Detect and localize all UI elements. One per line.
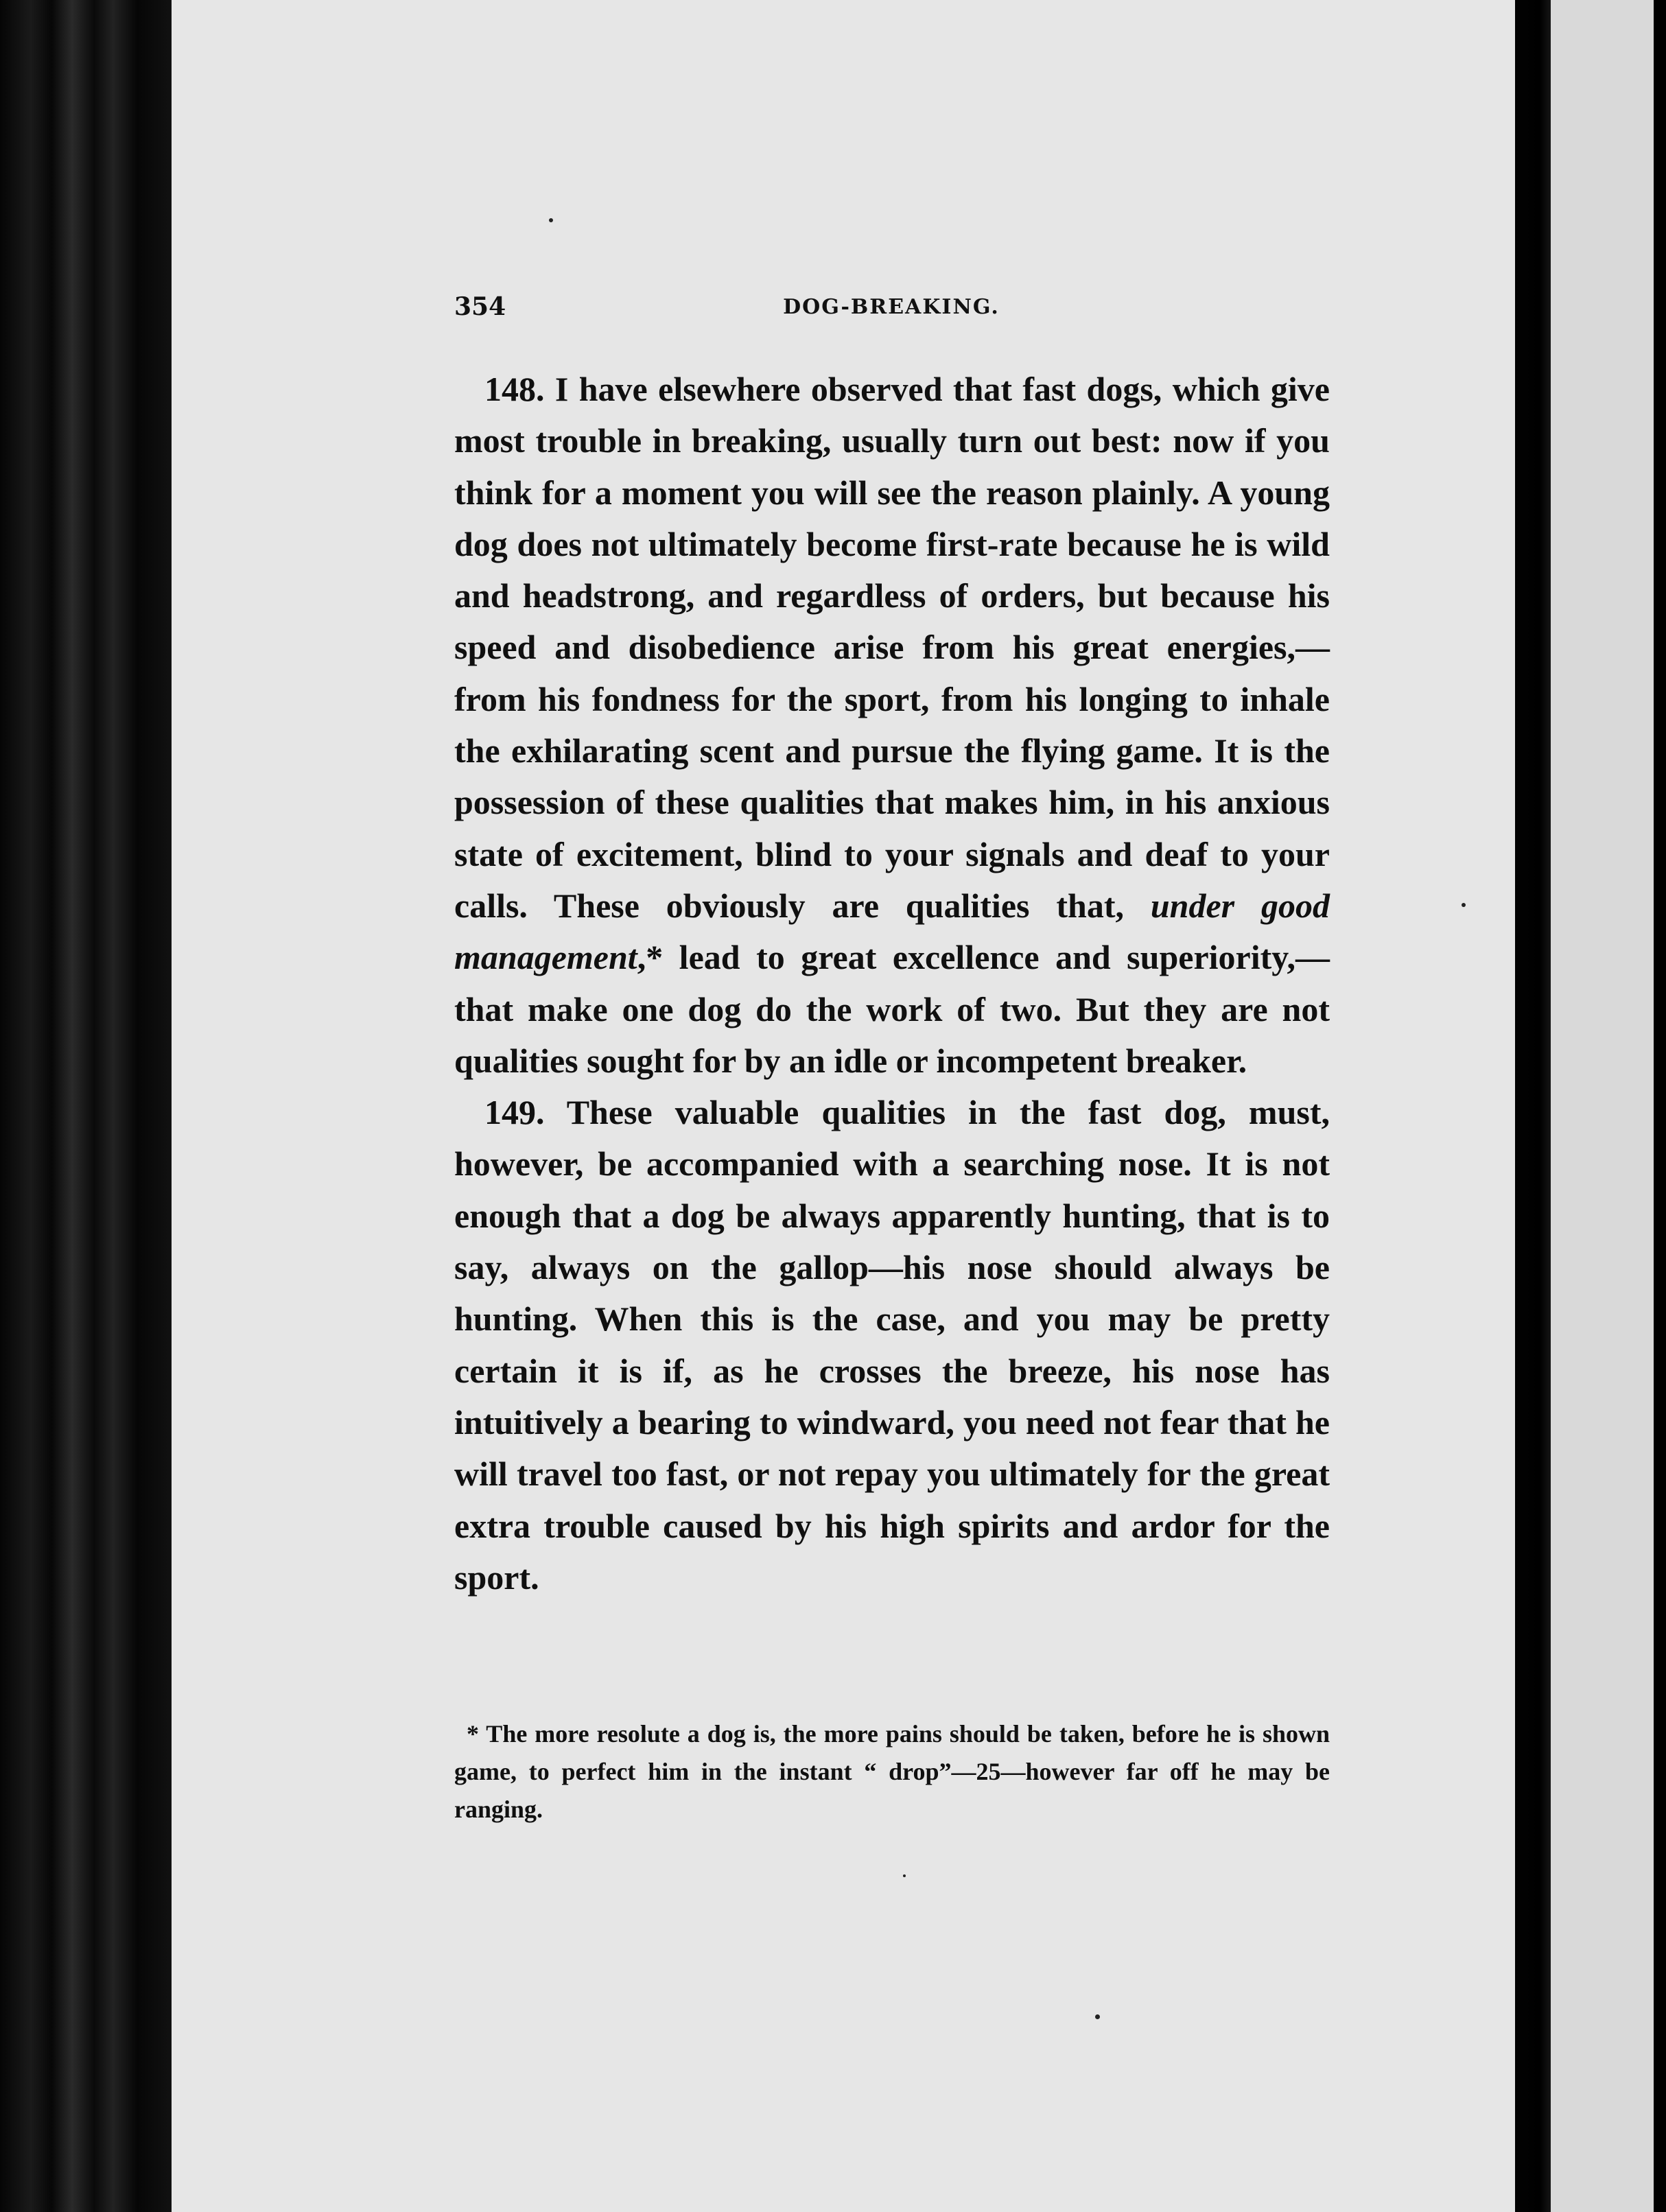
running-title: DOG-BREAKING. <box>783 295 1000 319</box>
scan-border <box>1654 0 1666 2212</box>
footnote-marker: ,* <box>637 938 664 977</box>
adjacent-page-edge <box>1551 0 1654 2212</box>
emphasis-text: under good management <box>454 886 1330 977</box>
paragraph-149: 149. These valuable qualities in the fast dog, must, however, be accompanied with a searching nose. It is not enough that a dog be always apparently hunting, that is to say, always on the gallop—his nose should always be hunting. When this is the case, and you may be pretty certain it is if, as he crosses the breeze, his nose has intuitively a bearing to windward, you need not fear that he will travel too fast, or not repay you ultimately for the great extra trouble caused by his high spirits and ardor for the sport. <box>454 1093 1330 1597</box>
scan-speck <box>903 1874 906 1877</box>
scan-speck <box>1462 903 1466 907</box>
paragraph-148-text-end: lead to great excellence and superiority,—that make one dog do the work of two. But they are not qualities sought for by an idle or incompetent breaker. <box>454 938 1330 1080</box>
page-gutter <box>1515 0 1551 2212</box>
body-text <box>454 364 1330 1603</box>
book-edge-left <box>0 0 172 2212</box>
scan-speck <box>549 218 553 222</box>
footnote-text: * The more resolute a dog is, the more pains should be taken, before he is shown game, to perfect him in the instant “ drop”—25—however far off he may be ranging. <box>454 1720 1330 1823</box>
paragraph-148 <box>454 364 1330 1087</box>
footnote <box>454 1715 1330 1828</box>
page-number: 354 <box>454 292 506 321</box>
running-head <box>454 292 1328 333</box>
scan-speck <box>1095 2014 1100 2019</box>
paragraph-148-text-start: 148. I have elsewhere observed that fast dogs, which give most trouble in breaking, usually turn out best: now if you think for a moment you will see the reason plainly. A young dog does not ultimately become first-rate because he is wild and headstrong, and regardless of orders, but because his speed and disobedience arise from his great energies,—from his fondness for the sport, from his longing to inhale the exhilarating scent and pursue the flying game. It is the possession of these qualities that makes him, in his anxious state of excitement, blind to your signals and deaf to your calls. These obviously are qualities that, <box>454 370 1330 925</box>
